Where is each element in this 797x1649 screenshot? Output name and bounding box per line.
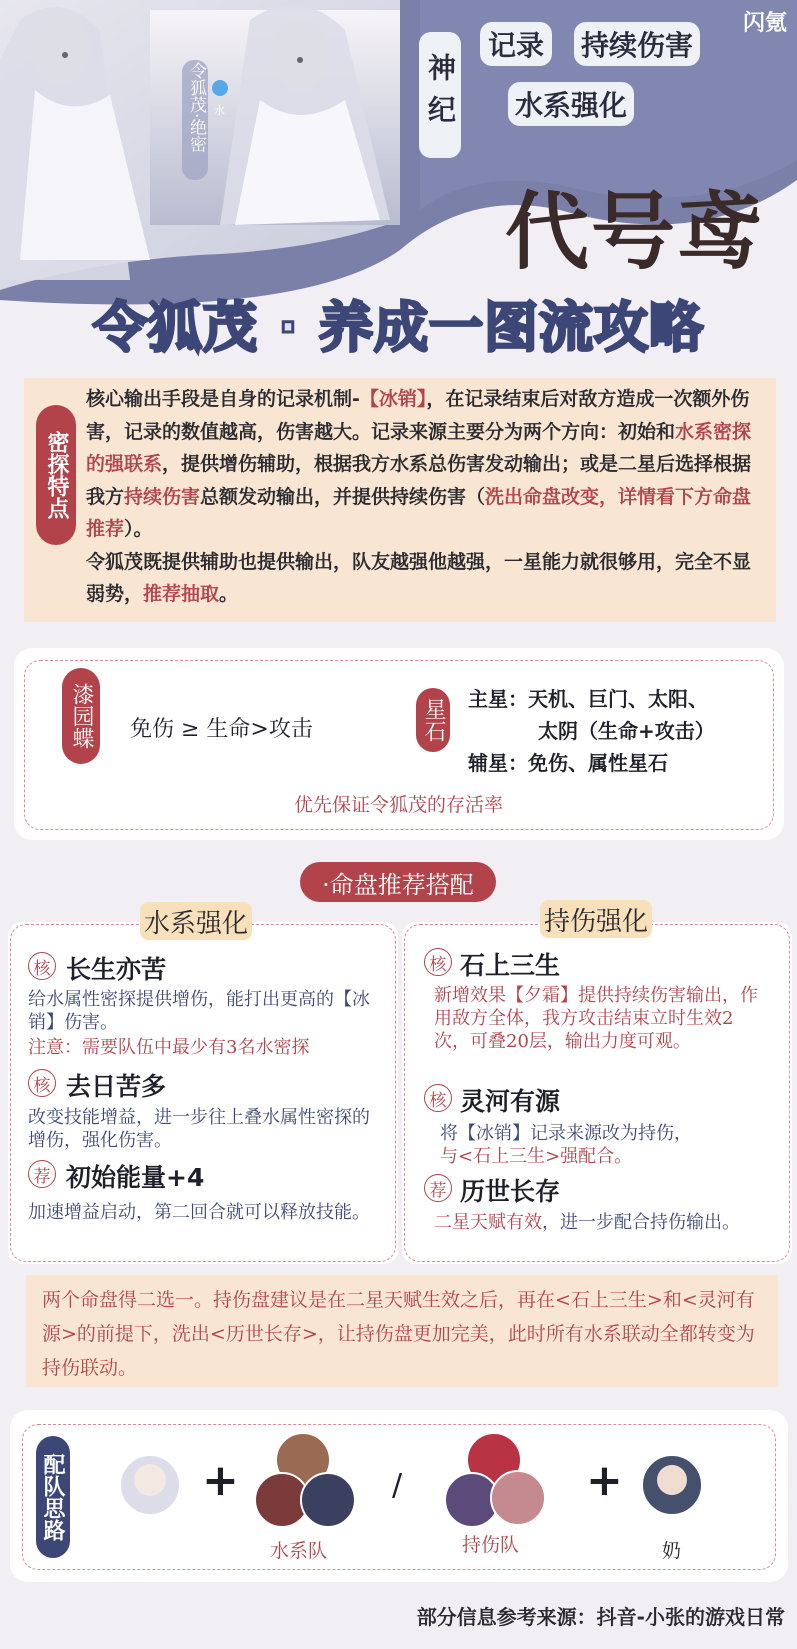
skill-name: 长生亦苦 (66, 955, 167, 984)
skill-name: 石上三生 (460, 951, 561, 980)
slash-sign: / (392, 1468, 403, 1503)
tag-shenji-text: 神纪 (424, 53, 457, 137)
skill-name: 历世长存 (460, 1177, 561, 1206)
intro-paragraph (86, 383, 766, 546)
intro-text-segment: 总额发动输出，并提供持续伤害（ (200, 485, 486, 508)
core-badge: 核 (424, 1084, 452, 1112)
skill-desc-2: 与<石上三生>强配合。 (440, 1146, 633, 1167)
core-badge: 核 (28, 952, 56, 980)
destiny-note: 两个命盘得二选一。持伤盘建议是在二星天赋生效之后，再在<石上三生>和<灵河有源>的前提下，洗出<历世长存>，让持伤盘更加完美，此时所有水系联动全都转变为持伤联动。 (42, 1289, 755, 1379)
portrait-caption: 令狐茂·绝密 (186, 62, 206, 153)
intro-text-segment: ，在记录结束后对敌方造成一次额外伤害，记录的数值越高，伤害越大。记录来源主要分为两个方向：初始和 (86, 388, 750, 443)
watermark-logo: 闪氪 (742, 11, 787, 36)
avatar-water-3 (301, 1473, 355, 1527)
healer-label: 奶 (662, 1540, 682, 1562)
plus-sign: + (586, 1455, 623, 1506)
skill-desc-highlight: 二星天赋有效 (434, 1212, 542, 1233)
recommend-badge: 荐 (28, 1160, 56, 1188)
skill-desc: 改变技能增益，进一步往上叠水属性密探的增伤，强化伤害。 (28, 1107, 370, 1151)
star-stone-badge (416, 688, 450, 752)
avatar-dot-3 (491, 1471, 545, 1525)
intro-badge-text: 密探特点 (44, 431, 69, 519)
skill-desc (434, 1211, 774, 1234)
intro-text-segment: 。 (219, 583, 239, 605)
destiny-section-label: ·命盘推荐搭配 (300, 862, 496, 902)
game-title: 代号鸢 (505, 182, 764, 281)
sub-star: 辅星：免伤、属性星石 (468, 751, 668, 775)
tag-record: 记录 (480, 22, 552, 66)
skill-desc: 给水属性密探提供增伤，能打出更高的【冰销】伤害。 (28, 989, 370, 1033)
skill-name: 初始能量+4 (66, 1163, 205, 1192)
intro-highlight: 持续伤害 (124, 485, 201, 508)
skill-desc-rest: ，进一步配合持伤输出。 (542, 1212, 740, 1233)
star-stone-badge-text: 星石 (421, 698, 446, 742)
source-credit: 部分信息参考来源：抖音-小张的游戏日常 (416, 1605, 785, 1629)
water-element-mark: 水 (214, 104, 225, 117)
intro-highlight: 洗出命盘改变，详情看下方命盘推荐 (86, 485, 752, 540)
water-column-title: 水系强化 (140, 902, 252, 940)
butterfly-priority: 免伤 ≥ 生命>攻击 (130, 717, 313, 742)
intro-paragraph (86, 546, 766, 611)
character-portrait (0, 0, 420, 290)
skill-name: 灵河有源 (460, 1087, 561, 1116)
intro-text-segment: ）。 (124, 518, 153, 540)
butterfly-badge-text: 漆园蝶 (69, 683, 94, 749)
water-team-label: 水系队 (270, 1540, 328, 1562)
main-star: 主星：天机、巨门、太阳、 (468, 687, 708, 711)
tag-shenji (419, 32, 461, 158)
intro-text-segment: 令狐茂既提供辅助也提供输出，队友越强他越强，一星能力就很够用，完全不显弱势， (86, 550, 752, 605)
page-title: 令狐茂 · 养成一图流攻略 (92, 296, 705, 359)
skill-desc: 新增效果【夕霜】提供持续伤害输出，作用敌方全体，我方攻击结束立时生效2次，可叠20层，输出力度可观。 (434, 985, 758, 1052)
intro-text (86, 383, 766, 611)
dot-team-label: 持伤队 (462, 1534, 520, 1556)
gear-note: 优先保证令狐茂的存活率 (293, 794, 503, 816)
intro-badge (36, 405, 76, 545)
skill-desc: 加速增益启动，第二回合就可以释放技能。 (28, 1202, 370, 1223)
plus-sign: + (202, 1455, 239, 1506)
intro-text-segment: 核心输出手段是自身的记录机制- (86, 388, 360, 410)
core-badge: 核 (28, 1069, 56, 1097)
tag-water: 水系强化 (508, 82, 634, 126)
tag-dot: 持续伤害 (574, 22, 700, 66)
intro-highlight: 【冰销】 (359, 388, 427, 410)
intro-highlight: 推荐抽取 (143, 583, 220, 605)
butterfly-badge (62, 668, 100, 764)
team-badge-text: 配队思路 (40, 1453, 66, 1541)
skill-desc: 将【冰销】记录来源改为持伤， (440, 1123, 692, 1144)
dot-column-title: 持伤强化 (540, 900, 652, 938)
skill-name: 去日苦多 (66, 1072, 167, 1101)
intro-text-segment: ，提供增伤辅助，根据我方水系总伤害发动输出；或是二星后选择根据我方 (86, 453, 752, 508)
recommend-badge: 荐 (424, 1174, 452, 1202)
skill-note: 注意：需要队伍中最少有3名水密探 (28, 1037, 310, 1058)
intro-highlight: 水系密探的强联系 (86, 420, 752, 475)
core-badge: 核 (424, 948, 452, 976)
main-star-line2: 太阴（生命+攻击） (538, 719, 715, 743)
